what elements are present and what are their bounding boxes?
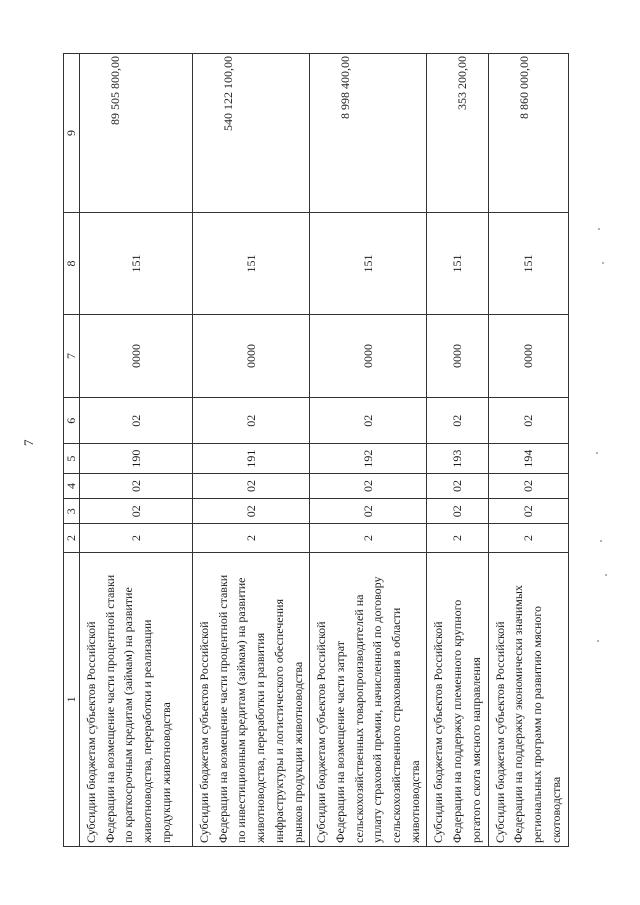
code-cell: 2 <box>80 524 193 552</box>
description-line: Федерации на возмещение части процентной ставки <box>102 574 117 843</box>
description-line: региональных программ по развитию мясного <box>529 605 544 843</box>
description-line: продукции животноводства <box>158 702 173 843</box>
header-row <box>64 54 80 847</box>
row-description <box>488 552 568 846</box>
code-cell: 0000 <box>310 315 427 398</box>
code-cell: 191 <box>193 444 310 473</box>
column-header: 1 <box>64 552 80 846</box>
code-cell: 02 <box>80 397 193 444</box>
code-cell: 193 <box>427 444 488 473</box>
scan-speck <box>600 540 602 542</box>
code-cell: 192 <box>310 444 427 473</box>
column-header: 8 <box>64 212 80 314</box>
amount-cell: 89 505 800,00 <box>80 54 193 213</box>
code-cell: 2 <box>488 524 568 552</box>
description-line: животноводства, переработки и развития <box>253 632 268 843</box>
description-line: Федерации на поддержку экономически значимых <box>511 585 526 843</box>
description-line: сельскохозяйственных товаропроизводителей на <box>351 594 366 843</box>
column-header: 4 <box>64 473 80 498</box>
description-line: животноводства <box>407 760 422 843</box>
description-line: Субсидии бюджетам субъектов Российской <box>314 621 329 843</box>
budget-subsidies-table <box>63 53 569 847</box>
description-line: Субсидии бюджетам субъектов Российской <box>84 621 98 843</box>
code-cell: 02 <box>427 499 488 524</box>
row-description <box>427 552 488 846</box>
table-row <box>427 54 488 847</box>
budget-table-rotated <box>63 53 569 847</box>
code-cell: 151 <box>310 212 427 314</box>
column-header: 2 <box>64 524 80 552</box>
code-cell: 02 <box>310 499 427 524</box>
code-cell: 2 <box>427 524 488 552</box>
description-line: животноводства, переработки и реализации <box>140 619 155 843</box>
code-cell: 02 <box>193 473 310 498</box>
table-row <box>193 54 310 847</box>
description-line: Федерации на поддержку племенного крупного <box>450 599 465 843</box>
code-cell: 151 <box>193 212 310 314</box>
code-cell: 02 <box>488 397 568 444</box>
code-cell: 02 <box>80 473 193 498</box>
amount-cell: 8 860 000,00 <box>488 54 568 213</box>
description-line: Федерации на возмещение части затрат <box>332 641 347 843</box>
table-row <box>488 54 568 847</box>
scan-speck <box>597 640 599 642</box>
code-cell: 02 <box>488 499 568 524</box>
row-description <box>80 552 193 846</box>
code-cell: 2 <box>193 524 310 552</box>
description-line: рынков продукции животноводства <box>290 661 305 843</box>
amount-cell: 353 200,00 <box>427 54 488 213</box>
scan-speck <box>598 228 600 230</box>
description-line: скотоводства <box>548 776 563 843</box>
scan-speck <box>596 452 598 454</box>
amount-cell: 8 998 400,00 <box>310 54 427 213</box>
column-header: 3 <box>64 499 80 524</box>
column-header: 5 <box>64 444 80 473</box>
description-line: рогатого скота мясного направления <box>468 657 483 843</box>
code-cell: 02 <box>193 499 310 524</box>
description-line: Субсидии бюджетам субъектов Российской <box>492 621 507 843</box>
column-header: 9 <box>64 54 80 213</box>
code-cell: 0000 <box>193 315 310 398</box>
description-line: Федерации на возмещение части процентной ставки <box>215 574 230 843</box>
description-line: по инвестиционным кредитам (займам) на развитие <box>234 577 249 843</box>
code-cell: 02 <box>488 473 568 498</box>
code-cell: 02 <box>310 473 427 498</box>
code-cell: 02 <box>427 397 488 444</box>
code-cell: 194 <box>488 444 568 473</box>
code-cell: 151 <box>80 212 193 314</box>
table-row <box>310 54 427 847</box>
amount-cell: 540 122 100,00 <box>193 54 310 213</box>
code-cell: 151 <box>488 212 568 314</box>
code-cell: 02 <box>427 473 488 498</box>
page-number: 7 <box>21 439 36 446</box>
code-cell: 2 <box>310 524 427 552</box>
description-line: сельскохозяйственного страхования в области <box>389 607 404 843</box>
column-header: 7 <box>64 315 80 398</box>
code-cell: 0000 <box>488 315 568 398</box>
description-line: инфраструктуры и логистического обеспечения <box>271 599 286 843</box>
description-line: по краткосрочным кредитам (займам) на развитие <box>121 587 136 843</box>
description-line: уплату страховой премии, начисленной по договору <box>370 576 385 843</box>
description-line: Субсидии бюджетам субъектов Российской <box>431 621 446 843</box>
code-cell: 02 <box>80 499 193 524</box>
code-cell: 02 <box>193 397 310 444</box>
description-line: Субсидии бюджетам субъектов Российской <box>197 621 211 843</box>
column-header: 6 <box>64 397 80 444</box>
code-cell: 02 <box>310 397 427 444</box>
code-cell: 151 <box>427 212 488 314</box>
row-description <box>310 552 427 846</box>
scan-speck <box>605 574 607 576</box>
scan-speck <box>602 262 604 264</box>
table-row <box>80 54 193 847</box>
code-cell: 190 <box>80 444 193 473</box>
row-description <box>193 552 310 846</box>
code-cell: 0000 <box>80 315 193 398</box>
code-cell: 0000 <box>427 315 488 398</box>
